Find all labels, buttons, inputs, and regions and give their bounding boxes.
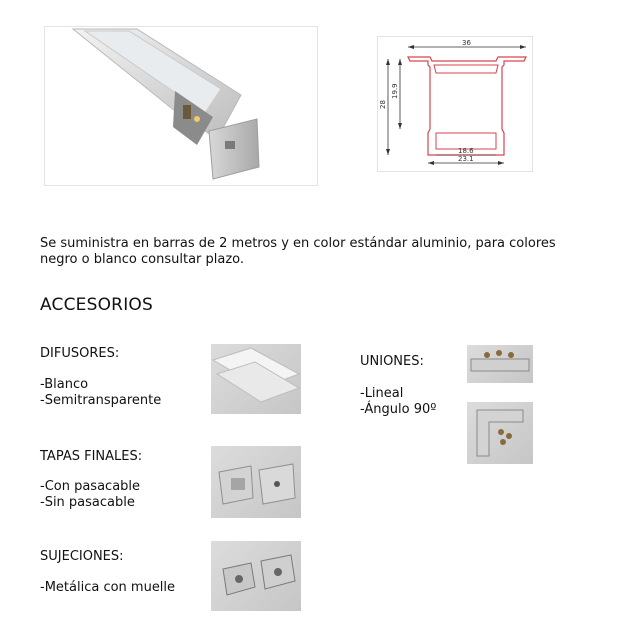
description-line-2: negro o blanco consultar plazo.	[40, 252, 245, 267]
tapas-item-con-pasacable: -Con pasacable	[40, 479, 141, 494]
dim-bottom-inner-label: 18.6	[458, 147, 474, 155]
dim-left-outer-label: 28	[379, 100, 387, 109]
difusores-title: DIFUSORES:	[40, 346, 120, 361]
sujeciones-title: SUJECIONES:	[40, 549, 124, 564]
difusores-item-semitransparente: -Semitransparente	[40, 393, 162, 408]
dim-top-label: 36	[462, 39, 471, 47]
sujeciones-image	[211, 541, 301, 611]
aluminium-profile-illustration	[45, 27, 317, 185]
difusores-item-blanco: -Blanco	[40, 377, 89, 392]
uniones-lineal-image	[467, 345, 533, 383]
dim-left-inner-label: 19.9	[391, 83, 399, 99]
tapas-image	[211, 446, 301, 518]
dim-bottom-outer-label: 23.1	[458, 155, 474, 163]
product-photo	[44, 26, 318, 186]
description-line-1: Se suministra en barras de 2 metros y en color estándar aluminio, para colores	[40, 236, 556, 251]
tapas-item-sin-pasacable: -Sin pasacable	[40, 495, 135, 510]
uniones-angulo-image	[467, 402, 533, 464]
uniones-item-lineal: -Lineal	[360, 386, 404, 401]
tapas-title: TAPAS FINALES:	[40, 449, 143, 464]
cross-section-diagram	[377, 36, 533, 172]
sujeciones-item-metalica: -Metálica con muelle	[40, 580, 176, 595]
uniones-item-angulo: -Ángulo 90º	[360, 402, 437, 417]
profile-section-svg	[378, 37, 532, 171]
accessories-heading: ACCESORIOS	[40, 295, 153, 315]
difusores-image	[211, 344, 301, 414]
uniones-title: UNIONES:	[360, 354, 424, 369]
profile-outline	[408, 57, 526, 155]
